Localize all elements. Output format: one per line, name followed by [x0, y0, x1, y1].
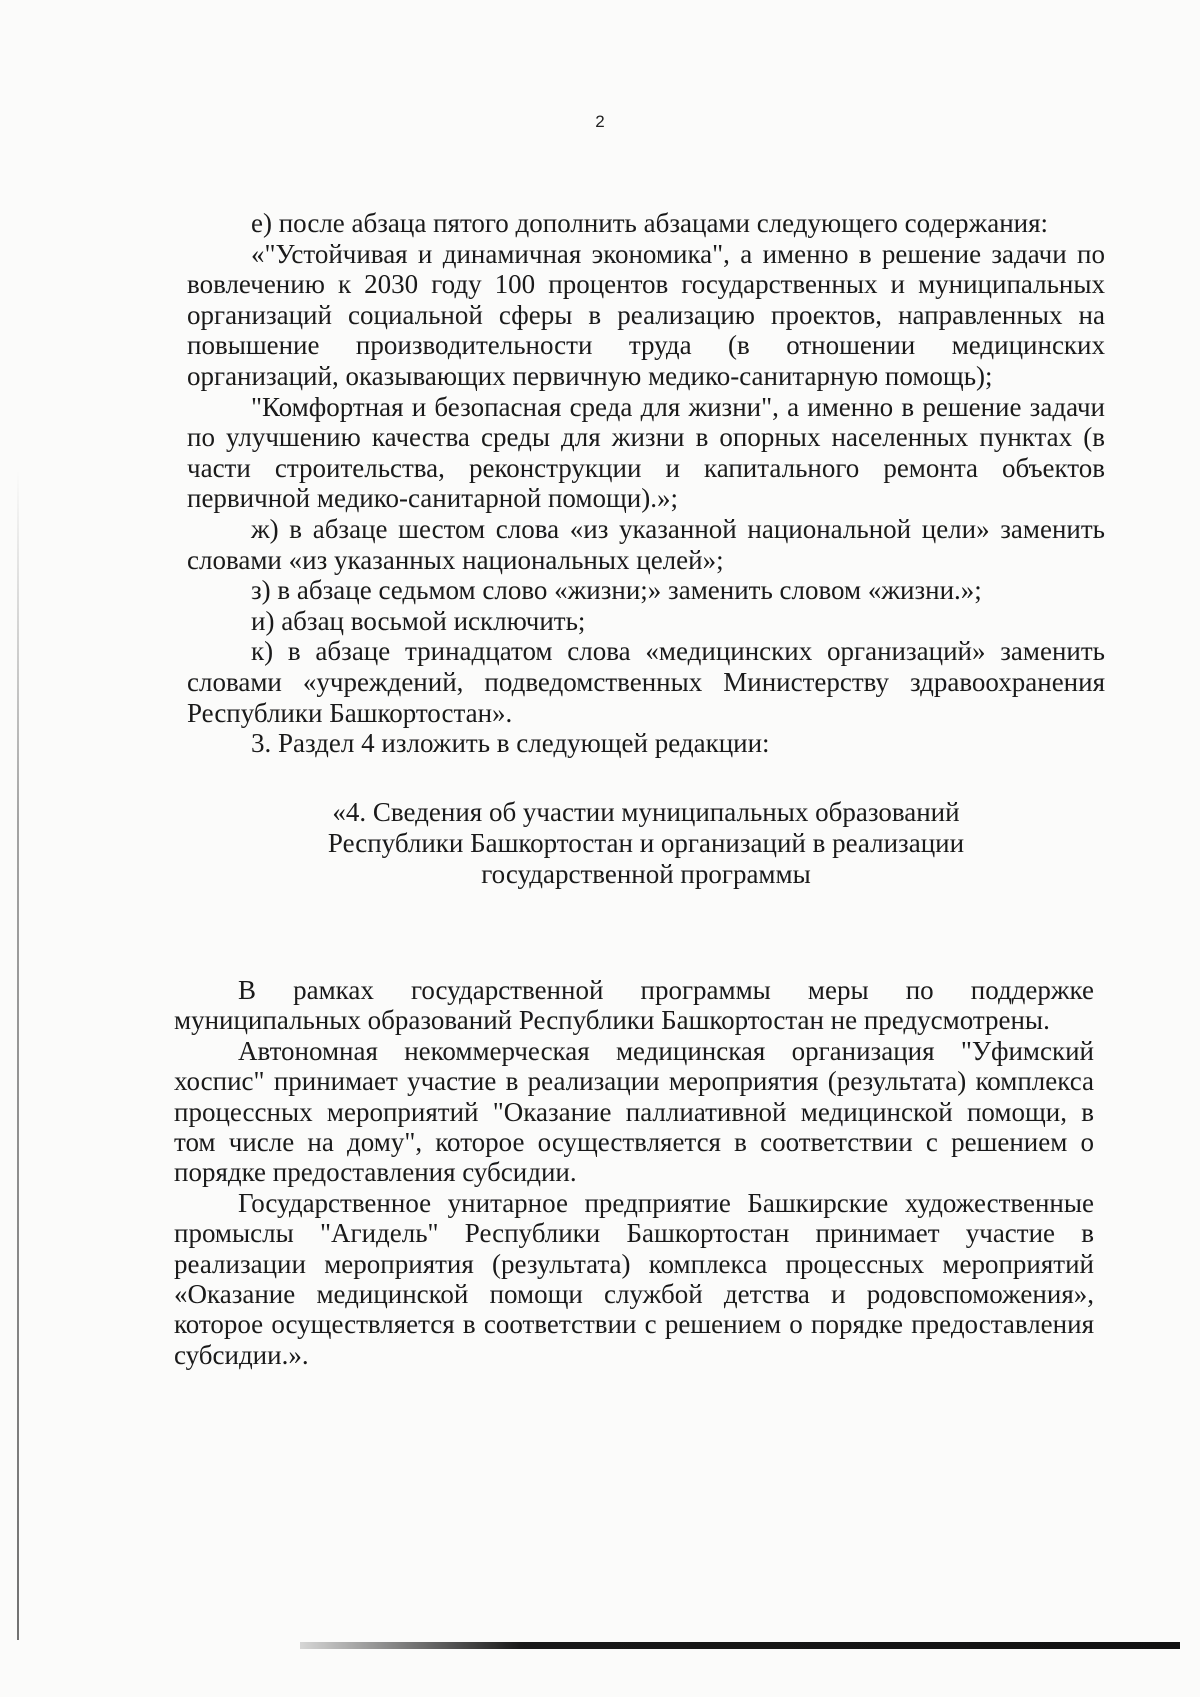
scan-shadow-left — [17, 470, 19, 1640]
paragraph-i: и) абзац восьмой исключить; — [251, 605, 586, 636]
heading-line-1: «4. Сведения об участии муниципальных образований — [332, 796, 960, 827]
section-4-heading — [187, 797, 1105, 890]
paragraph-comfortable-environment: "Комфортная и безопасная среда для жизни", а именно в решение задачи по улучшению качества среды для жизни в опорных населенных пунктах (в части строительства, реконструкции и капитального ремонта объектов первичной медико-санитарной помощи).»; — [187, 391, 1105, 514]
heading-line-3: государственной программы — [481, 858, 811, 889]
paragraph-municipal-support: В рамках государственной программы меры по поддержке муниципальных образований Республики Башкортостан не предусмотрены. — [174, 975, 1094, 1036]
paragraph-section-3: 3. Раздел 4 изложить в следующей редакции: — [251, 728, 770, 759]
amendments-block — [187, 208, 1105, 928]
section-4-body — [174, 975, 1094, 1370]
paragraph-sustainable-economy: «"Устойчивая и динамичная экономика", а именно в решение задачи по вовлечению к 2030 году 100 процентов государственных и муниципальных организаций социальной сферы в реализацию проектов, направленных на повышение производительности труда (в отношении медицинских организаций, оказывающих первичную медико-санитарную помощь); — [187, 238, 1105, 391]
paragraph-zh: ж) в абзаце шестом слова «из указанной национальной цели» заменить словами «из указанных национальных целей»; — [187, 513, 1105, 575]
heading-line-2: Республики Башкортостан и организаций в реализации — [327, 827, 965, 858]
paragraph-ufa-hospice: Автономная некоммерческая медицинская организация "Уфимский хоспис" принимает участие в реализации мероприятия (результата) комплекса процессных мероприятий "Оказание паллиативной медицинской помощи, в том числе на дому", которое осуществляется в соответствии с решением о порядке предоставления субсидии. — [174, 1035, 1094, 1188]
paragraph-e: е) после абзаца пятого дополнить абзацами следующего содержания: — [251, 208, 1049, 238]
paragraph-z: з) в абзаце седьмом слово «жизни;» заменить словом «жизни.»; — [251, 575, 982, 606]
paragraph-k: к) в абзаце тринадцатом слова «медицинских организаций» заменить словами «учреждений, подведомственных Министерству здравоохранения Республики Башкортостан». — [187, 636, 1105, 728]
scan-shadow-bottom — [300, 1642, 1180, 1649]
paragraph-agidel: Государственное унитарное предприятие Башкирские художественные промыслы "Агидель" Республики Башкортостан принимает участие в реализации мероприятия (результата) комплекса процессных мероприятий «Оказание медицинской помощи службой детства и родовспоможения», которое осуществляется в соответствии с решением о порядке предоставления субсидии.». — [174, 1187, 1094, 1370]
page-number: 2 — [595, 112, 605, 131]
